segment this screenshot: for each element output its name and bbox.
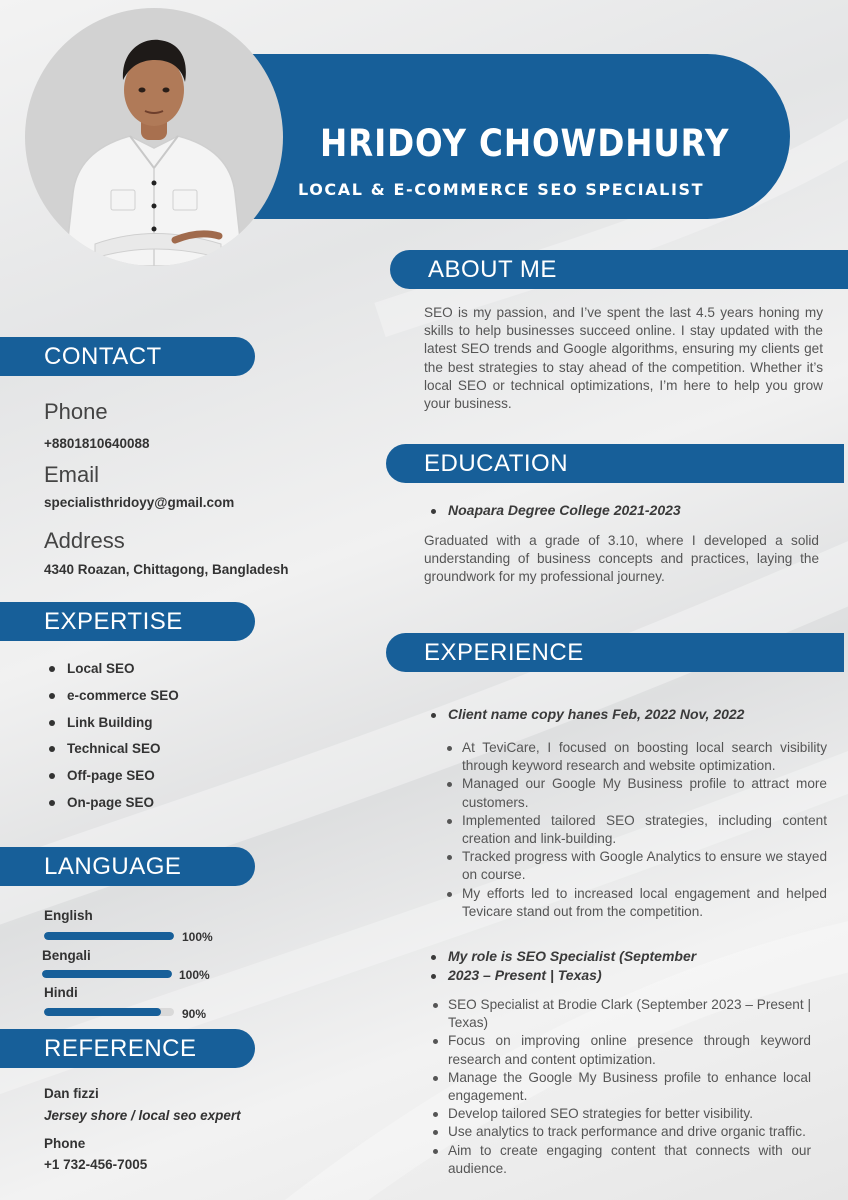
about-heading: ABOUT ME <box>390 250 848 289</box>
education-text: Graduated with a grade of 3.10, where I developed a solid understanding of business concepts and practices, laying the groundwork for my professional journey. <box>424 533 819 585</box>
job1-point: Tracked progress with Google Analytics to ensure we stayed on course. <box>445 848 827 884</box>
expertise-item: Local SEO <box>48 659 179 686</box>
profile-photo <box>25 8 283 266</box>
job1-point: My efforts led to increased local engagement and helped Tevicare stand out from the competition. <box>445 885 827 921</box>
language-percent-english: 100% <box>182 930 213 944</box>
phone-label: Phone <box>44 399 108 424</box>
job1-point: Implemented tailored SEO strategies, including content creation and link-building. <box>445 812 827 848</box>
expertise-heading: EXPERTISE <box>0 602 255 641</box>
expertise-item: On-page SEO <box>48 793 179 820</box>
language-name-hindi: Hindi <box>44 985 78 1000</box>
language-percent-hindi: 90% <box>182 1007 207 1021</box>
reference-phone[interactable]: +1 732-456-7005 <box>44 1157 148 1172</box>
job1-title: Client name copy hanes Feb, 2022 Nov, 2022 <box>448 706 745 722</box>
language-name-bengali: Bengali <box>42 948 91 963</box>
phone-value[interactable]: +8801810640088 <box>44 436 150 451</box>
language-bar-english <box>44 932 174 940</box>
reference-phone-label: Phone <box>44 1136 86 1151</box>
expertise-list <box>48 659 179 820</box>
job2-point: SEO Specialist at Brodie Clark (September 2023 – Present | Texas) <box>431 996 811 1032</box>
expertise-item: Technical SEO <box>48 739 179 766</box>
language-bar-bengali <box>42 970 172 978</box>
job2-point: Aim to create engaging content that connects with our audience. <box>431 1142 811 1178</box>
experience-heading: EXPERIENCE <box>386 633 844 672</box>
job2-title-line1: My role is SEO Specialist (September <box>448 948 697 964</box>
address-value: 4340 Roazan, Chittagong, Bangladesh <box>44 562 289 577</box>
job1-list <box>445 739 827 921</box>
reference-heading: REFERENCE <box>0 1029 255 1068</box>
expertise-item: e-commerce SEO <box>48 686 179 713</box>
candidate-role: LOCAL & E-COMMERCE SEO SPECIALIST <box>298 180 705 199</box>
language-percent-bengali: 100% <box>179 968 210 982</box>
job2-point: Develop tailored SEO strategies for better visibility. <box>431 1105 811 1123</box>
job2-title-line2: 2023 – Present | Texas) <box>448 967 602 983</box>
candidate-name: HRIDOY CHOWDHURY <box>320 122 730 165</box>
expertise-item: Off-page SEO <box>48 766 179 793</box>
person-portrait-icon <box>25 8 283 266</box>
reference-name: Dan fizzi <box>44 1086 99 1101</box>
job2-point: Manage the Google My Business profile to enhance local engagement. <box>431 1069 811 1105</box>
education-heading: EDUCATION <box>386 444 844 483</box>
address-label: Address <box>44 528 125 553</box>
job2-point: Use analytics to track performance and drive organic traffic. <box>431 1123 811 1141</box>
expertise-item: Link Building <box>48 713 179 740</box>
about-text: SEO is my passion, and I’ve spent the last 4.5 years honing my skills to help businesses succeed online. I stay updated with the latest SEO trends and Google algorithms, ensuring my clients get the best strategies to stay ahead of the competition. Whether it’s local SEO or technical optimizations, I’m here to help you grow your business. <box>424 305 823 412</box>
contact-heading: CONTACT <box>0 337 255 376</box>
email-value[interactable]: specialisthridoyy@gmail.com <box>44 495 235 510</box>
email-label: Email <box>44 462 100 487</box>
job1-point: At TeviCare, I focused on boosting local search visibility through keyword research and website optimization. <box>445 739 827 775</box>
job2-list <box>431 996 811 1178</box>
job1-point: Managed our Google My Business profile to attract more customers. <box>445 775 827 811</box>
language-bar-hindi <box>44 1008 174 1016</box>
job2-point: Focus on improving online presence through keyword research and content optimization. <box>431 1032 811 1068</box>
reference-title: Jersey shore / local seo expert <box>44 1108 241 1123</box>
education-school: Noapara Degree College 2021-2023 <box>448 502 681 518</box>
language-heading: LANGUAGE <box>0 847 255 886</box>
language-name-english: English <box>44 908 93 923</box>
